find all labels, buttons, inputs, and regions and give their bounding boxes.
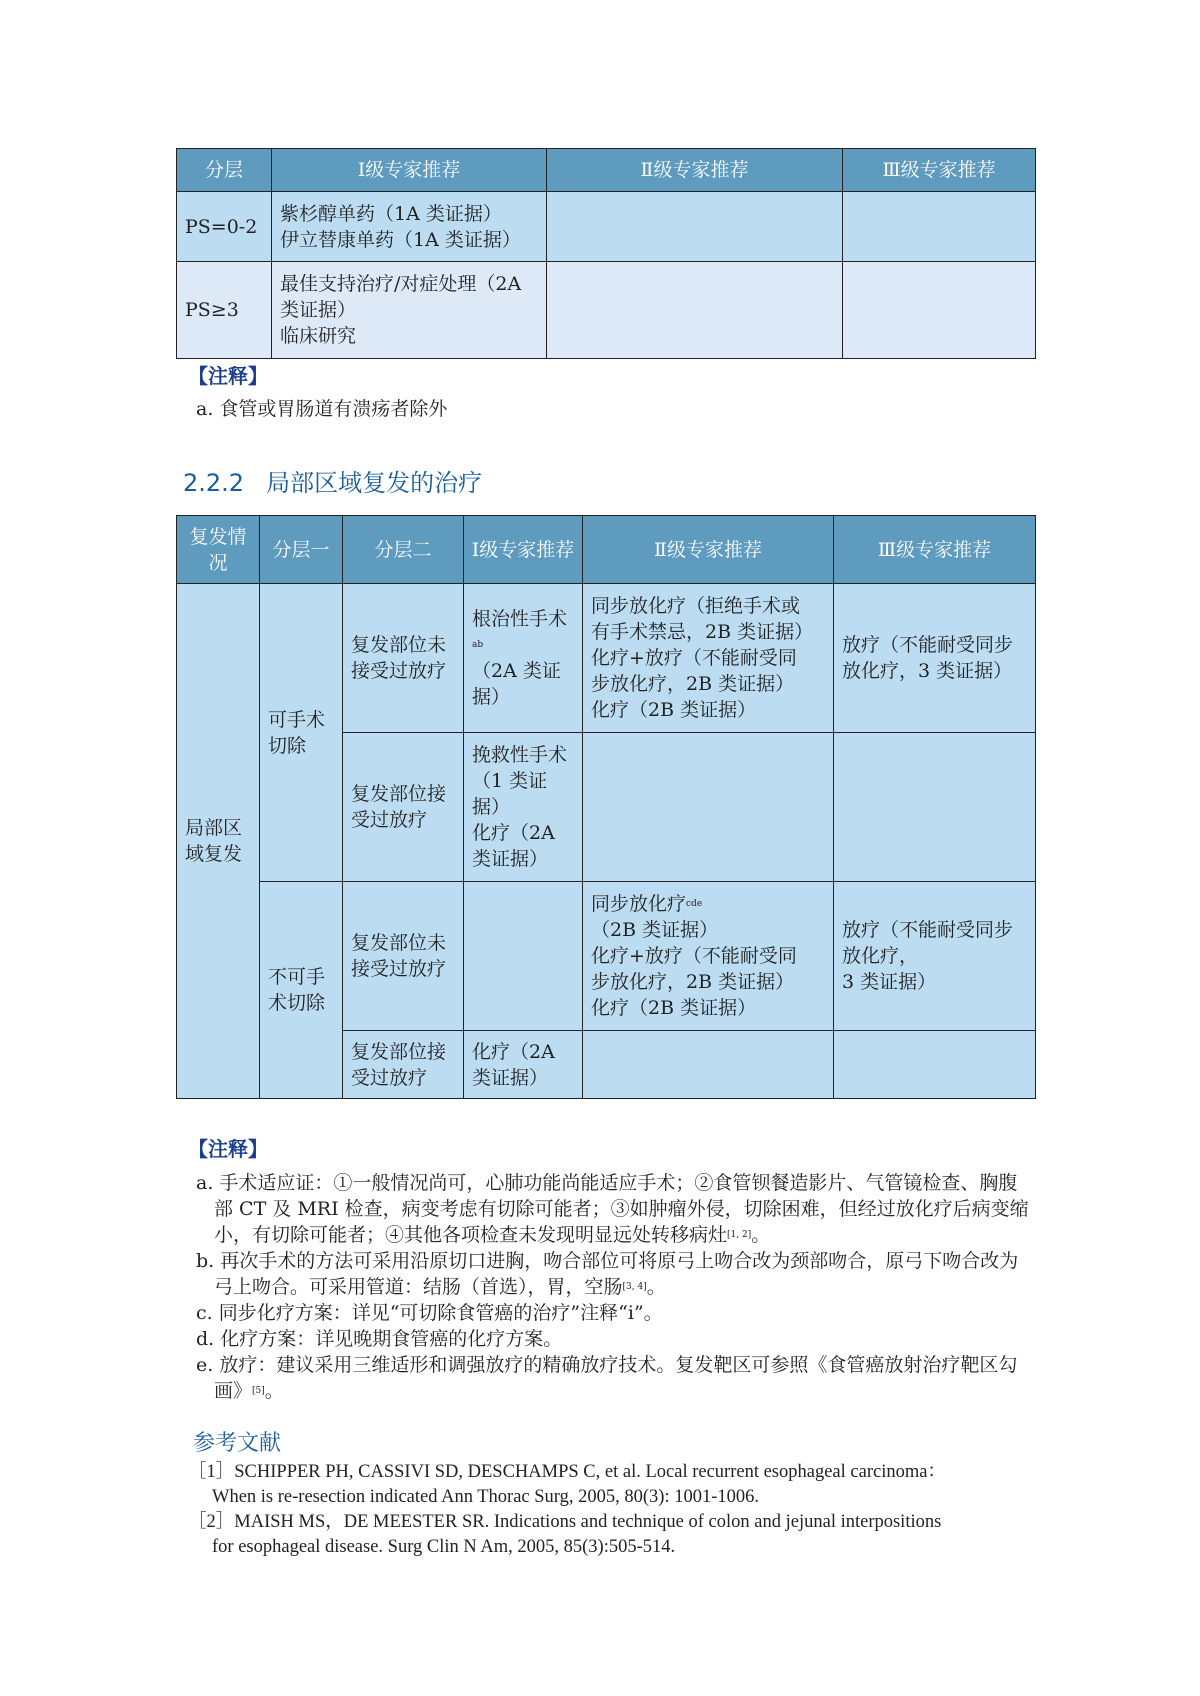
table1-header-level1: Ⅰ级专家推荐 xyxy=(272,149,547,192)
table2-g1r1-stratum2: 复发部位未接受过放疗 xyxy=(343,584,464,733)
table2-header-level1: Ⅰ级专家推荐 xyxy=(464,516,583,584)
notes2-item-e: e. 放疗：建议采用三维适形和调强放疗的精确放疗技术。复发靶区可参照《食管癌放射治疗靶区勾画》[5]。 xyxy=(196,1354,1018,1402)
notes2-item-a: a. 手术适应证：①一般情况尚可，心肺功能尚能适应手术；②食管钡餐造影片、气管镜检查、胸腹部 CT 及 MRI 检查，病变考虑有切除可能者；③如肿瘤外侵，切除困难，但经过放化疗后病变缩小，有切除可能者；④其他各项检查未发现明显远处转移病灶[1, 2]。 xyxy=(196,1172,1029,1246)
table2-g1r2-level2 xyxy=(583,733,834,882)
notes2-item-c: c. 同步化疗方案：详见“可切除食管癌的治疗”注释“i”。 xyxy=(196,1302,663,1324)
reference-1: ［1］SCHIPPER PH, CASSIVI SD, DESCHAMPS C, et al. Local recurrent esophageal carcinoma： When is re-resection indicated Ann Thorac Surg, 2005, 80(3): 1001-1006. xyxy=(188,1462,946,1507)
table1-row1-level3 xyxy=(843,192,1036,262)
section-number: 2.2.2 xyxy=(183,469,245,497)
table2-g1r1-level2: 同步放化疗（拒绝手术或 有手术禁忌，2B 类证据） 化疗+放疗（不能耐受同 步放化疗，2B 类证据） 化疗（2B 类证据） xyxy=(583,584,834,733)
table1-row1-level1: 紫杉醇单药（1A 类证据） 伊立替康单药（1A 类证据） xyxy=(272,192,547,262)
notes2-item-d: d. 化疗方案：详见晚期食管癌的化疗方案。 xyxy=(196,1328,563,1350)
table2-g2r1-level3: 放疗（不能耐受同步 放化疗， 3 类证据） xyxy=(834,882,1036,1031)
table1-header-level2: Ⅱ级专家推荐 xyxy=(547,149,843,192)
table2-header-level2: Ⅱ级专家推荐 xyxy=(583,516,834,584)
table2-g2r2-stratum2: 复发部位接受过放疗 xyxy=(343,1031,464,1099)
table2-g1r2-level3 xyxy=(834,733,1036,882)
notes1-heading: 【注释】 xyxy=(188,364,268,388)
table2-g1r2-level1: 挽救性手术 （1 类证 据） 化疗（2A 类证据） xyxy=(464,733,583,882)
table2-g2r2-level1: 化疗（2A 类证据） xyxy=(464,1031,583,1099)
notes2-heading: 【注释】 xyxy=(188,1137,268,1161)
section-title xyxy=(183,463,482,498)
table1-row1-stratum: PS=0-2 xyxy=(177,192,272,262)
table2-header-stratum2: 分层二 xyxy=(343,516,464,584)
notes1-item-a: a. 食管或胃肠道有溃疡者除外 xyxy=(196,398,448,420)
references-title: 参考文献 xyxy=(193,1431,282,1456)
table2-header-stratum1: 分层一 xyxy=(260,516,343,584)
table2-group1-stratum1: 可手术切除 xyxy=(260,584,343,882)
table2-g2r1-level1 xyxy=(464,882,583,1031)
table1-row2-stratum: PS≥3 xyxy=(177,262,272,359)
table1-row1-level2 xyxy=(547,192,843,262)
table1-row2-level3 xyxy=(843,262,1036,359)
table2-recurrence-cell: 局部区域复发 xyxy=(177,584,260,1099)
notes2-item-b: b. 再次手术的方法可采用沿原切口进胸，吻合部位可将原弓上吻合改为颈部吻合，原弓下吻合改为弓上吻合。可采用管道：结肠（首选），胃，空肠[3, 4]。 xyxy=(196,1250,1019,1298)
table1-header-stratum: 分层 xyxy=(177,149,272,192)
table2-g2r2-level2 xyxy=(583,1031,834,1099)
table2-group2-stratum1: 不可手术切除 xyxy=(260,882,343,1099)
table-local-recurrence xyxy=(176,515,1036,1099)
table2-header-level3: Ⅲ级专家推荐 xyxy=(834,516,1036,584)
notes2-list xyxy=(196,1170,1036,1404)
table2-g1r2-stratum2: 复发部位接受过放疗 xyxy=(343,733,464,882)
table1-header-level3: Ⅲ级专家推荐 xyxy=(843,149,1036,192)
table1-row2-level2 xyxy=(547,262,843,359)
reference-2: ［2］MAISH MS，DE MEESTER SR. Indications and technique of colon and jejunal interpositions for esophageal disease. Surg Clin N Am, 2005, 85(3):505-514. xyxy=(188,1512,942,1557)
table2-g1r1-level3: 放疗（不能耐受同步 放化疗，3 类证据） xyxy=(834,584,1036,733)
table2-header-recurrence: 复发情况 xyxy=(177,516,260,584)
section-title-text: 局部区域复发的治疗 xyxy=(266,469,483,497)
table2-g2r2-level3 xyxy=(834,1031,1036,1099)
table2-g1r1-level1: 根治性手术$^{ab}$ （2A 类证据） xyxy=(464,584,583,733)
table2-g2r1-stratum2: 复发部位未接受过放疗 xyxy=(343,882,464,1031)
table2-g2r1-level2: 同步放化疗$^{cde}$ （2B 类证据） 化疗+放疗（不能耐受同 步放化疗，2B 类证据） 化疗（2B 类证据） xyxy=(583,882,834,1031)
table1-row2-level1: 最佳支持治疗/对症处理（2A 类证据） 临床研究 xyxy=(272,262,547,359)
table-treatment-ps xyxy=(176,148,1036,359)
